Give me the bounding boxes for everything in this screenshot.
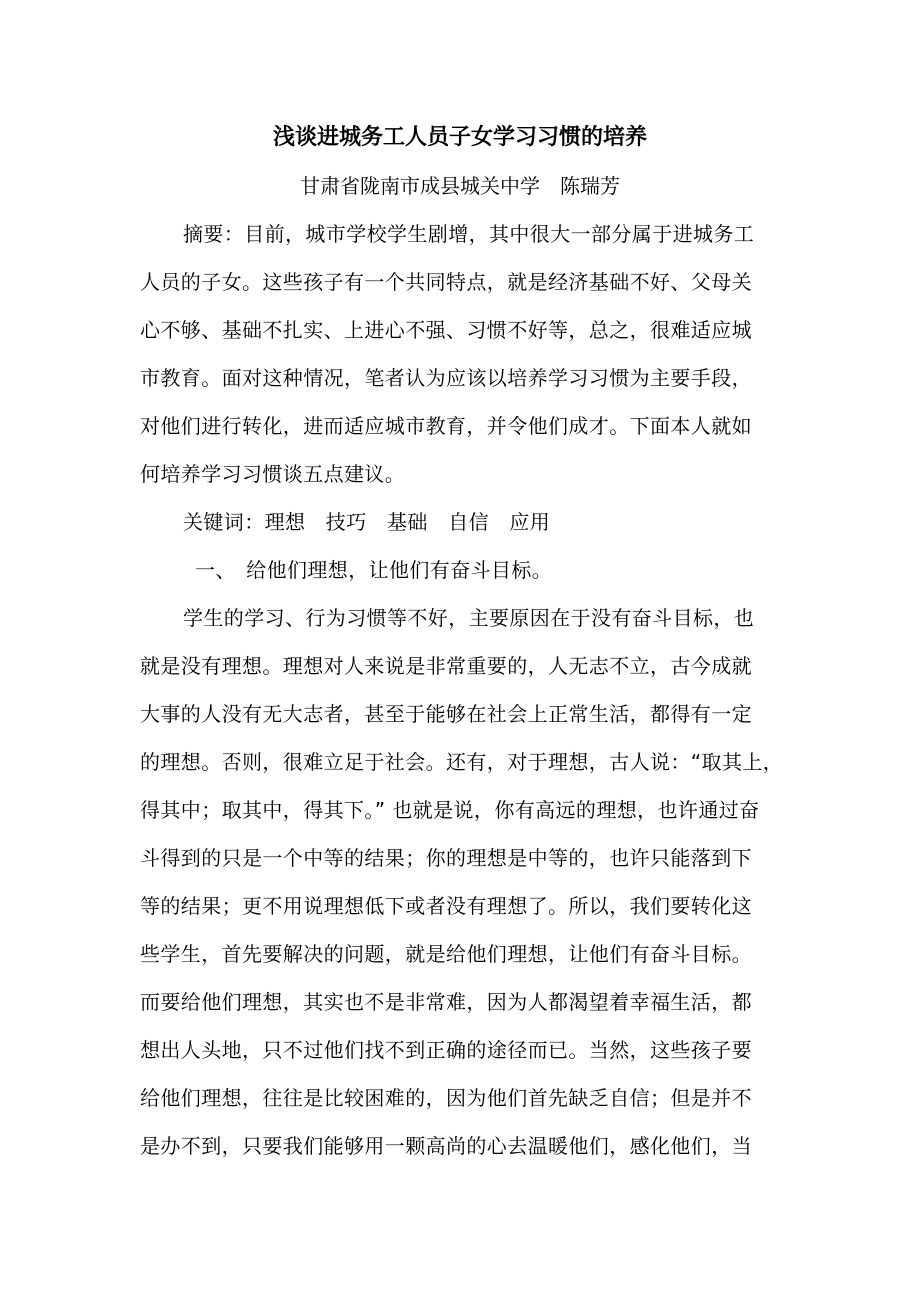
author-line: 甘肃省陇南市成县城关中学 陈瑞芳: [300, 174, 620, 198]
body-line: 学生的学习、行为习惯等不好，主要原因在于没有奋斗目标，也: [183, 606, 755, 630]
body-line: 想出人头地，只不过他们找不到正确的途径而已。当然，这些孩子要: [140, 1038, 752, 1062]
document-title: 浅谈进城务工人员子女学习习惯的培养: [272, 125, 647, 150]
body-line: 大事的人没有无大志者，甚至于能够在社会上正常生活，都得有一定: [140, 702, 752, 726]
abstract-line: 摘要：目前，城市学校学生剧增，其中很大一部分属于进城务工: [183, 222, 755, 246]
body-line: 的理想。否则，很难立足于社会。还有，对于理想，古人说：“取其上，: [140, 750, 784, 774]
body-line: 是办不到，只要我们能够用一颗高尚的心去温暖他们，感化他们，当: [140, 1134, 752, 1158]
abstract-line: 对他们进行转化，进而适应城市教育，并令他们成才。下面本人就如: [140, 414, 752, 438]
body-line: 得其中；取其中，得其下。” 也就是说，你有高远的理想，也许通过奋: [140, 798, 760, 822]
abstract-line: 心不够、基础不扎实、上进心不强、习惯不好等，总之，很难适应城: [140, 318, 752, 342]
keywords-line: 关键词：理想 技巧 基础 自信 应用: [183, 510, 551, 534]
body-line: 而要给他们理想，其实也不是非常难，因为人都渴望着幸福生活，都: [140, 990, 752, 1014]
body-line: 些学生，首先要解决的问题，就是给他们理想，让他们有奋斗目标。: [140, 942, 752, 966]
body-line: 就是没有理想。理想对人来说是非常重要的，人无志不立，古今成就: [140, 654, 752, 678]
abstract-line: 市教育。面对这种情况，笔者认为应该以培养学习习惯为主要手段，: [140, 366, 752, 390]
body-line: 斗得到的只是一个中等的结果；你的理想是中等的，也许只能落到下: [140, 846, 752, 870]
body-line: 等的结果；更不用说理想低下或者没有理想了。所以，我们要转化这: [140, 894, 752, 918]
abstract-line: 何培养学习习惯谈五点建议。: [140, 462, 406, 486]
abstract-line: 人员的子女。这些孩子有一个共同特点，就是经济基础不好、父母关: [140, 270, 752, 294]
section-heading: 一、 给他们理想，让他们有奋斗目标。: [195, 558, 553, 582]
body-line: 给他们理想，往往是比较困难的，因为他们首先缺乏自信；但是并不: [140, 1086, 752, 1110]
